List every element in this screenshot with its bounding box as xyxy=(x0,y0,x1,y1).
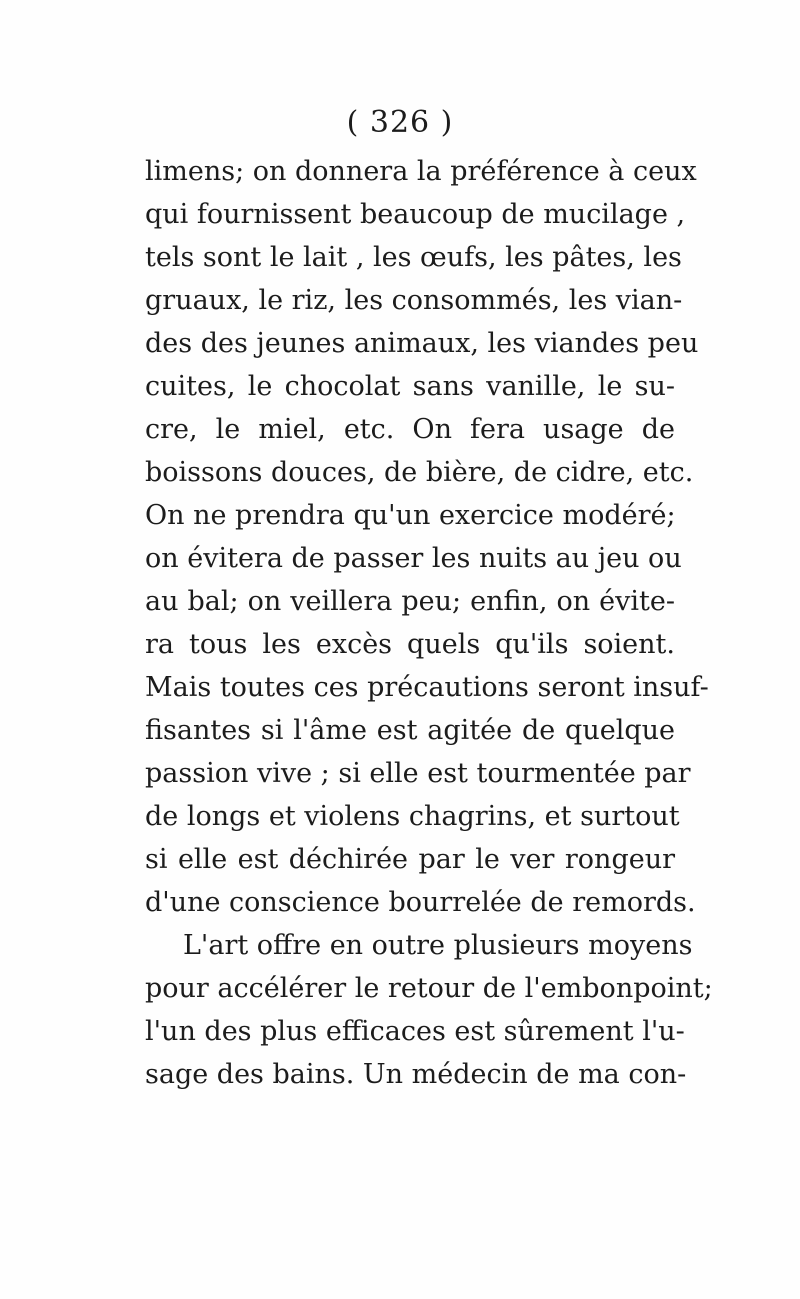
text-line-22: sage des bains. Un médecin de ma con- xyxy=(145,1059,687,1090)
text-line-18: d'une conscience bourrelée de remords. xyxy=(145,887,696,918)
text-line-12: ra tous les excès quels qu'ils soient. xyxy=(145,629,675,660)
text-line-19: L'art offre en outre plusieurs moyens xyxy=(183,930,693,961)
text-line-4: gruaux, le riz, les consommés, les vian- xyxy=(145,285,683,316)
text-line-14: fisantes si l'âme est agitée de quelque xyxy=(145,715,675,746)
text-line-6: cuites, le chocolat sans vanille, le su- xyxy=(145,371,675,402)
text-line-20: pour accélérer le retour de l'embonpoint; xyxy=(145,973,713,1004)
text-line-2: qui fournissent beaucoup de mucilage , xyxy=(145,199,686,230)
text-line-11: au bal; on veillera peu; enfin, on évite- xyxy=(145,586,675,617)
text-line-13: Mais toutes ces précautions seront insuf- xyxy=(145,672,709,703)
text-line-9: On ne prendra qu'un exercice modéré; xyxy=(145,500,676,531)
text-line-5: des des jeunes animaux, les viandes peu xyxy=(145,328,699,359)
body-text xyxy=(145,150,713,1096)
text-line-17: si elle est déchirée par le ver rongeur xyxy=(145,844,675,875)
page-number: ( 326 ) xyxy=(346,105,454,140)
text-line-8: boissons douces, de bière, de cidre, etc. xyxy=(145,457,694,488)
text-line-10: on évitera de passer les nuits au jeu ou xyxy=(145,543,682,574)
text-line-1: limens; on donnera la préférence à ceux xyxy=(145,156,697,187)
text-line-16: de longs et violens chagrins, et surtout xyxy=(145,801,680,832)
text-line-21: l'un des plus efficaces est sûrement l'u- xyxy=(145,1016,685,1047)
text-line-15: passion vive ; si elle est tourmentée par xyxy=(145,758,691,789)
text-line-7: cre, le miel, etc. On fera usage de xyxy=(145,414,675,445)
text-line-3: tels sont le lait , les œufs, les pâtes, les xyxy=(145,242,682,273)
